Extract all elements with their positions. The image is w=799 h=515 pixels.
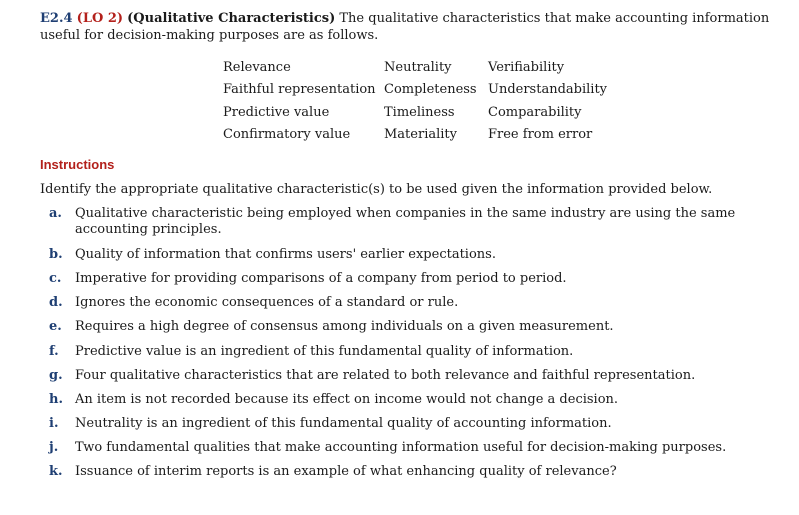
characteristic-cell: Understandability (488, 82, 608, 98)
question-text: Neutrality is an ingredient of this fundamental quality of accounting information. (75, 416, 612, 431)
question-letter: i. (49, 416, 59, 431)
question-text: Ignores the economic consequences of a standard or rule. (75, 295, 459, 310)
question-text: An item is not recorded because its effect on income would not change a decision. (75, 392, 619, 407)
characteristic-cell: Relevance (223, 59, 291, 75)
characteristics-row (223, 124, 618, 147)
question-letter: f. (49, 344, 59, 359)
question-text: Requires a high degree of consensus among individuals on a given measurement. (75, 319, 614, 334)
characteristic-cell: Completeness (384, 82, 477, 98)
question-letter: d. (49, 295, 63, 310)
question-text: Quality of information that confirms users' earlier expectations. (75, 247, 496, 262)
question-item (49, 319, 789, 335)
learning-objective: (LO 2) (76, 11, 124, 26)
instructions-intro: Identify the appropriate qualitative characteristic(s) to be used given the information provided below. (40, 182, 713, 197)
question-item (49, 271, 789, 287)
question-item (49, 206, 789, 238)
question-item (49, 392, 789, 408)
characteristic-cell: Confirmatory value (223, 127, 351, 143)
question-letter: b. (49, 247, 63, 262)
question-item (49, 295, 789, 311)
characteristic-cell: Verifiability (488, 59, 565, 75)
characteristic-cell: Timeliness (384, 104, 455, 120)
question-letter: h. (49, 392, 63, 407)
question-item (49, 464, 789, 480)
characteristic-cell: Free from error (488, 127, 593, 143)
characteristic-cell: Neutrality (384, 59, 452, 75)
question-text: Imperative for providing comparisons of a company from period to period. (75, 271, 567, 286)
question-letter: k. (49, 464, 63, 479)
question-letter: a. (49, 206, 62, 221)
characteristic-cell: Materiality (384, 127, 457, 143)
exercise-title: (Qualitative Characteristics) (127, 11, 336, 26)
question-item (49, 368, 789, 384)
question-letter: j. (49, 440, 59, 455)
characteristic-cell: Predictive value (223, 104, 330, 120)
question-text: Predictive value is an ingredient of this fundamental quality of information. (75, 344, 574, 359)
characteristic-cell: Comparability (488, 104, 582, 120)
question-letter: g. (49, 368, 63, 383)
question-text: Four qualitative characteristics that are related to both relevance and faithful representation. (75, 368, 696, 383)
instructions-heading: Instructions (40, 157, 115, 172)
question-text: Qualitative characteristic being employed when companies in the same industry are using the same accounting principles. (75, 206, 736, 237)
characteristics-row (223, 101, 618, 124)
characteristics-table (223, 56, 618, 146)
exercise-header (40, 10, 780, 44)
exercise-intro: The qualitative characteristics that make accounting information useful for decision-making purposes are as follows. (40, 11, 770, 43)
question-item (49, 247, 789, 263)
question-letter: e. (49, 319, 62, 334)
question-item (49, 416, 789, 432)
question-text: Two fundamental qualities that make accounting information useful for decision-making purposes. (75, 440, 727, 455)
exercise-number: E2.4 (40, 11, 73, 26)
characteristic-cell: Faithful representation (223, 82, 376, 98)
question-text: Issuance of interim reports is an example of what enhancing quality of relevance? (75, 464, 617, 479)
question-item (49, 440, 789, 456)
question-letter: c. (49, 271, 62, 286)
characteristics-row (223, 56, 618, 79)
question-item (49, 344, 789, 360)
characteristics-row (223, 79, 618, 102)
